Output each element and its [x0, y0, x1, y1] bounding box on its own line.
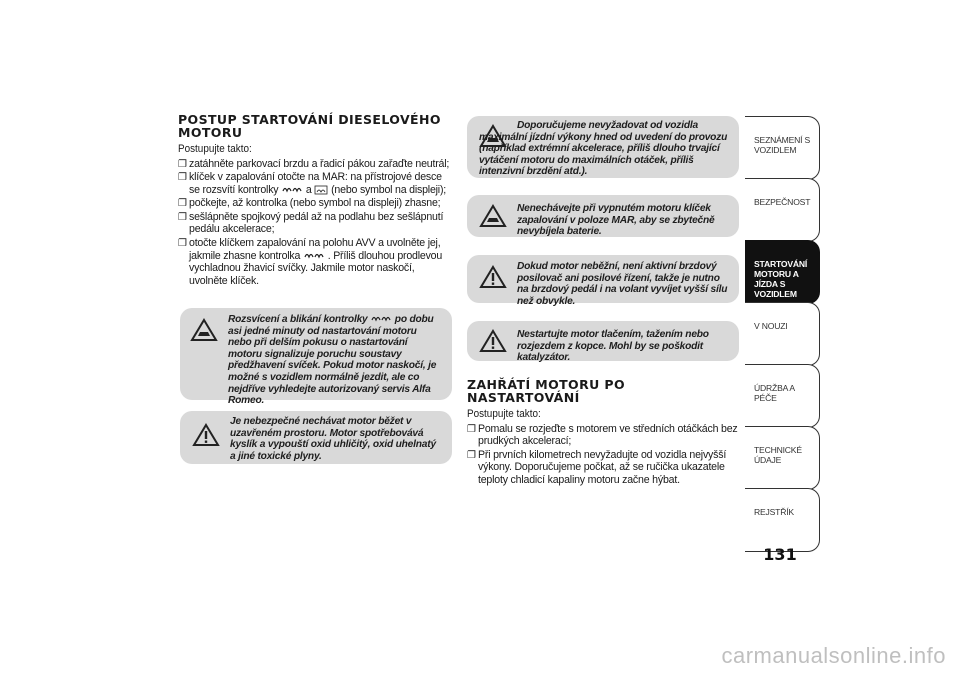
tab-getting-to-know[interactable]: SEZNÁMENÍ S VOZIDLEM — [745, 116, 820, 180]
list-item: ❐ otočte klíčkem zapalování na polohu AVV a uvolněte jej, jakmile zhasne kontrolka . Příliš dlouhou prodlevou vychladnou žhavicí svíčky. Jakmile motor naskočí, uvolněte klíček. — [178, 237, 443, 287]
warning-box-servo: Dokud motor neběžní, není aktivní brzdový posilovač ani posilové řízení, takže je nutno na brzdový pedál i na volant vyvíjet vyšší sílu než obvykle. — [467, 255, 739, 303]
page-number: 131 — [763, 545, 797, 564]
car-warning-icon — [190, 318, 218, 342]
tab-index[interactable]: REJSTŘÍK — [745, 488, 820, 552]
warning-box-key-position: Nenechávejte při vypnutém motoru klíček zapalování v poloze MAR, aby se zbytečně nevybíjela baterie. — [467, 195, 739, 237]
list-item: ❐ zatáhněte parkovací brzdu a řadicí pákou zařaďte neutrál; — [178, 157, 450, 170]
warning-box-push-start: Nestartujte motor tlačením, tažením nebo rozjezdem z kopce. Mohl by se poškodit katalyzátor. — [467, 321, 739, 361]
glow-plug-icon — [281, 185, 303, 195]
tab-starting-driving[interactable]: STARTOVÁNÍ MOTORU A JÍZDA S VOZIDLEM — [745, 240, 820, 304]
glow-plug-icon — [370, 314, 392, 324]
list-item: ❐ klíček v zapalování otočte na MAR: na přístrojové desce se rozsvítí kontrolky a (nebo symbol na displeji); — [178, 171, 447, 196]
diesel-start-heading: POSTUP STARTOVÁNÍ DIESELOVÉHO MOTORU — [178, 112, 441, 140]
tab-safety[interactable]: BEZPEČNOST — [745, 178, 820, 242]
display-symbol-icon — [314, 185, 328, 195]
exclamation-warning-icon — [192, 423, 220, 447]
warm-up-heading: ZAHŘÁTÍ MOTORU PO NASTARTOVÁNÍ — [467, 377, 625, 405]
exclamation-warning-icon — [479, 329, 507, 353]
exclamation-warning-icon — [479, 265, 507, 289]
tab-emergency[interactable]: V NOUZI — [745, 302, 820, 366]
warning-box-glow-plug: Rozsvícení a blikání kontrolky po dobu asi jedné minuty od nastartování motoru nebo při delším pokusu o nastartování motoru signalizuje poruchu soustavy předžhavení svíček. Pokud motor naskočí, je možné s vozidlem normálně jezdit, ale co nejdříve vyhledejte autorizovaný servis Alfa Romeo. — [180, 308, 452, 400]
diesel-start-steps — [178, 158, 454, 288]
list-item: ❐ sešlápněte spojkový pedál až na podlahu bez sešlápnutí pedálu akcelerace; — [178, 210, 444, 236]
warning-box-exhaust: Je nebezpečné nechávat motor běžet v uzavřeném prostoru. Motor spotřebovává kyslík a vypouští oxid uhličitý, oxid uhelnatý a jiné toxické plyny. — [180, 411, 452, 464]
tab-maintenance[interactable]: ÚDRŽBA A PÉČE — [745, 364, 820, 428]
right-intro: Postupujte takto: — [467, 408, 541, 420]
warm-up-steps — [467, 423, 739, 487]
watermark: carmanualsonline.info — [721, 643, 946, 668]
car-warning-icon — [479, 204, 507, 228]
list-item: ❐ počkejte, až kontrolka (nebo symbol na displeji) zhasne; — [178, 197, 441, 210]
warning-box-break-in: Doporučujeme nevyžadovat od vozidla maximální jízdní výkony hned od uvedení do provozu (například extrémní akcelerace, příliš dlouho trvající vytáčení motoru do maximálních otáček, příliš intenzivní brzdění atd.). — [467, 116, 739, 178]
warm-up-section — [467, 378, 739, 487]
list-item: ❐ Při prvních kilometrech nevyžadujte od vozidla nejvyšší výkony. Doporučujeme počkat, až se ručička ukazatele teploty chladicí kapaliny motoru začne hýbat. — [467, 448, 727, 486]
glow-plug-icon — [303, 251, 325, 261]
left-intro: Postupujte takto: — [178, 143, 252, 155]
tab-technical-data[interactable]: TECHNICKÉ ÚDAJE — [745, 426, 820, 490]
left-column — [178, 113, 454, 288]
list-item: ❐ Pomalu se rozjeďte s motorem ve středních otáčkách bez prudkých akcelerací; — [467, 422, 738, 448]
